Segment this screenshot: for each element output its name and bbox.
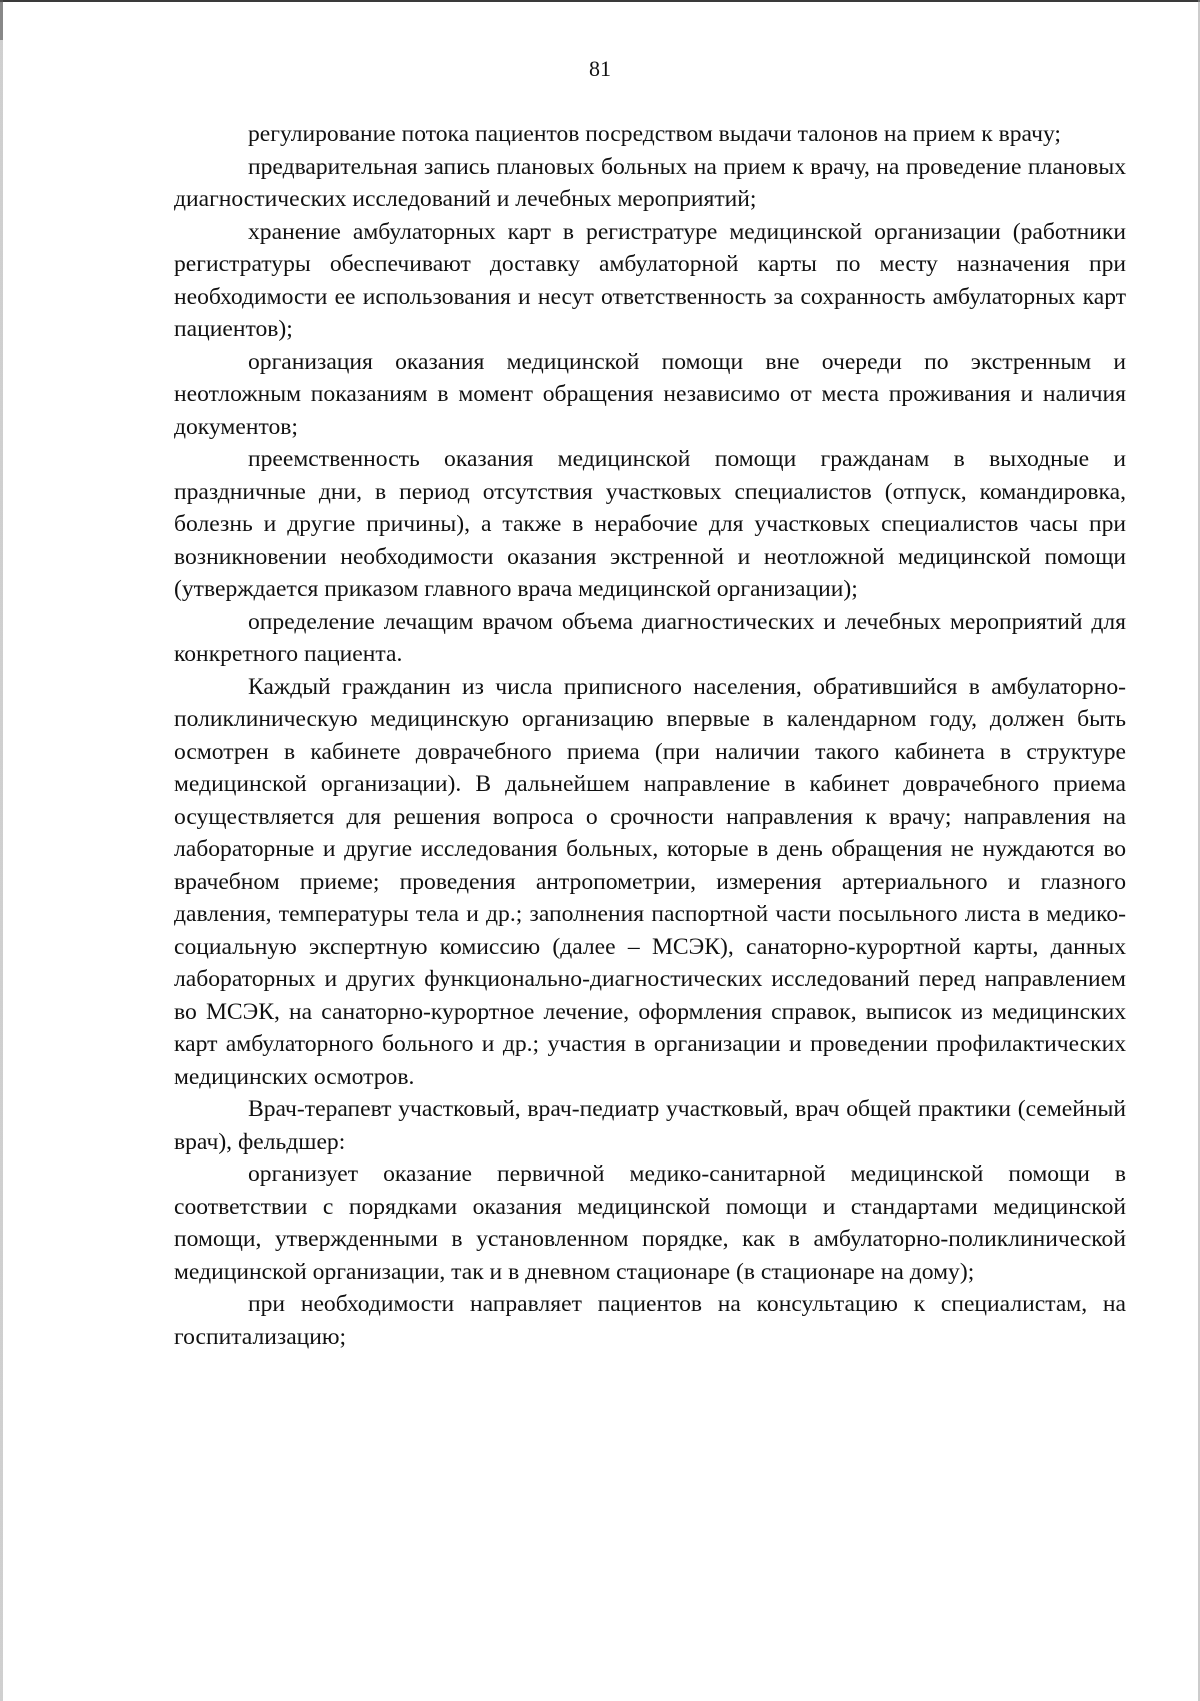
paragraph: предварительная запись плановых больных на прием к врачу, на проведение плановых диагностических исследований и лечебных мероприятий; [174,153,1126,212]
paragraph: хранение амбулаторных карт в регистратуре медицинской организации (работники регистратуры обеспечивают доставку амбулаторной карты по месту назначения при необходимости ее использования и несут ответственность за сохранность амбулаторных карт пациентов); [174,218,1126,342]
page-number: 81 [589,56,611,81]
paragraph: определение лечащим врачом объема диагностических и лечебных мероприятий для конкретного пациента. [174,608,1126,667]
paragraph: преемственность оказания медицинской помощи гражданам в выходные и праздничные дни, в период отсутствия участковых специалистов (отпуск, командировка, болезнь и другие причины), а также в нерабочие для участковых специалистов часы при возникновении необходимости оказания экстренной и неотложной медицинской помощи (утверждается приказом главного врача медицинской организации); [174,446,1126,602]
scan-edge-top [0,0,1200,2]
paragraph: регулирование потока пациентов посредством выдачи талонов на прием к врачу; [248,121,1061,147]
paragraph: Врач-терапевт участковый, врач-педиатр участковый, врач общей практики (семейный врач), фельдшер: [174,1096,1126,1155]
paragraph: организация оказания медицинской помощи вне очереди по экстренным и неотложным показаниям в момент обращения независимо от места проживания и наличия документов; [174,348,1126,440]
paragraph: организует оказание первичной медико-санитарной медицинской помощи в соответствии с порядками оказания медицинской помощи и стандартами медицинской помощи, утвержденными в установленном порядке, как в амбулаторно-поликлинической медицинской организации, так и в дневном стационаре (в стационаре на дому); [174,1161,1126,1285]
paragraph: при необходимости направляет пациентов на консультацию к специалистам, на госпитализацию; [174,1291,1126,1350]
paragraph: Каждый гражданин из числа приписного населения, обратившийся в амбулаторно-поликлиническую медицинскую организацию впервые в календарном году, должен быть осмотрен в кабинете доврачебного приема (при наличии такого кабинета в структуре медицинской организации). В дальнейшем направление в кабинет доврачебного приема осуществляется для решения вопроса о срочности направления к врачу; направления на лабораторные и другие исследования больных, которые в день обращения не нуждаются во врачебном приеме; проведения антропометрии, измерения артериального и глазного давления, температуры тела и др.; заполнения паспортной части посыльного листа в медико-социальную экспертную комиссию (далее – МСЭК), санаторно-курортной карты, данных лабораторных и других функционально-диагностических исследований перед направлением во МСЭК, на санаторно-курортное лечение, оформления справок, выписок из медицинских карт амбулаторного больного и др.; участия в организации и проведении профилактических медицинских осмотров. [174,673,1126,1090]
scan-edge-left [0,0,3,1701]
document-body [174,118,1126,1353]
